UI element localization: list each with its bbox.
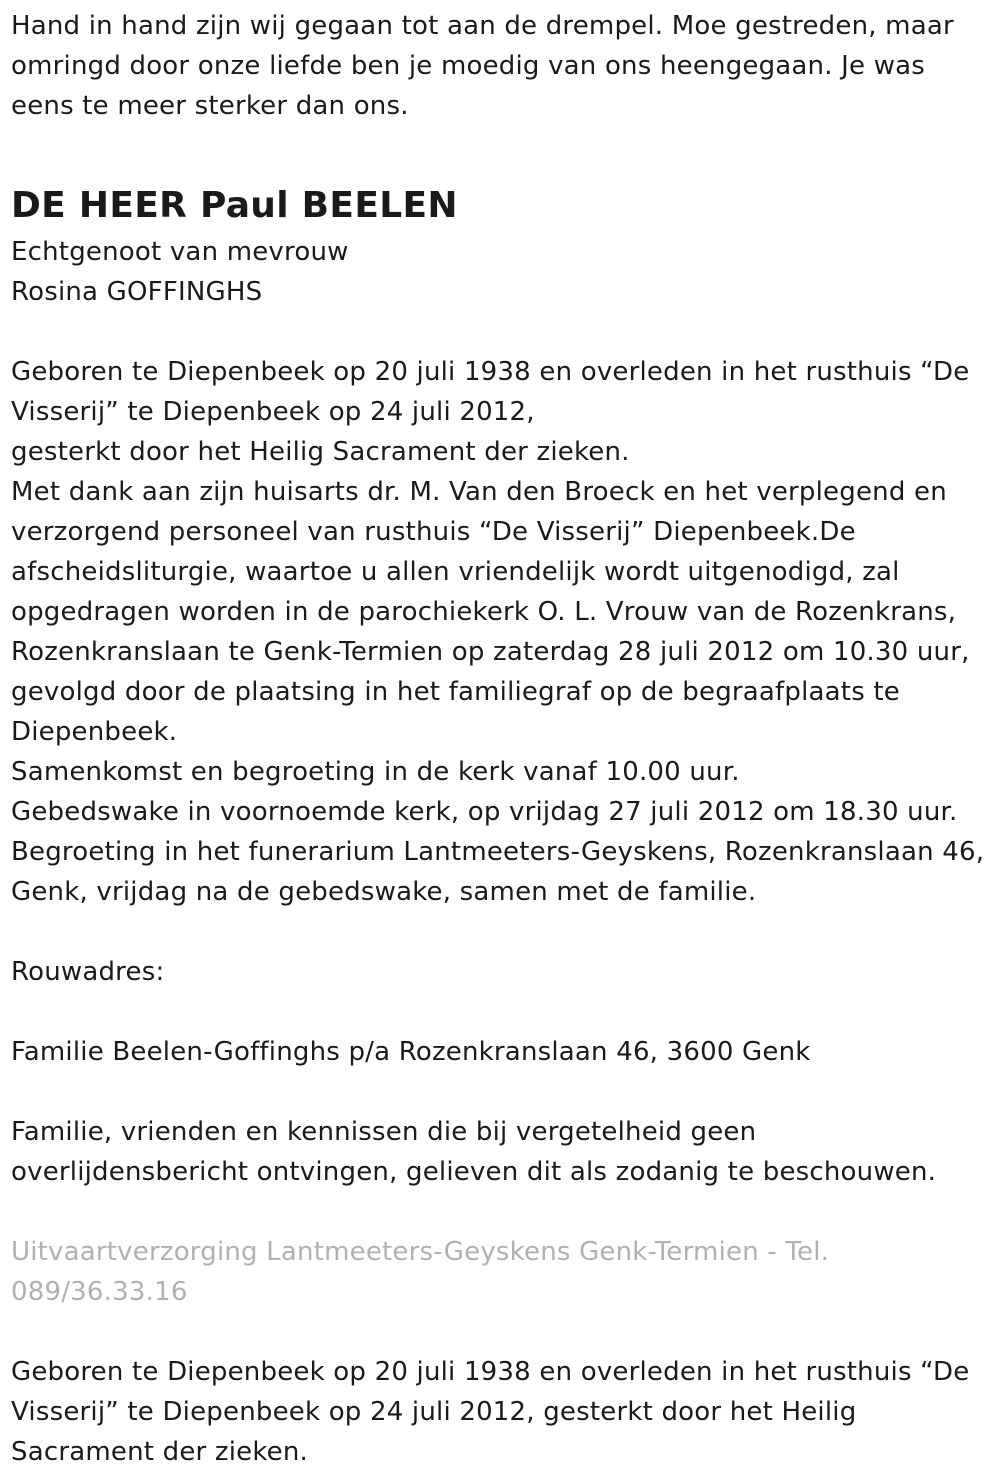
details-line: verzorgend personeel van rusthuis “De Visserij” Diepenbeek.De bbox=[11, 517, 856, 547]
address-text: Familie Beelen-Goffinghs p/a Rozenkranslaan 46, 3600 Genk bbox=[11, 1037, 811, 1067]
spacer bbox=[11, 1192, 990, 1232]
intro-line: eens te meer sterker dan ons. bbox=[11, 91, 409, 121]
funeral-home-line: 089/36.33.16 bbox=[11, 1277, 188, 1307]
spacer bbox=[11, 126, 990, 166]
funeral-home-line: Uitvaartverzorging Lantmeeters-Geyskens Genk-Termien - Tel. bbox=[11, 1237, 830, 1267]
spacer bbox=[11, 992, 990, 1032]
intro-paragraph bbox=[11, 6, 990, 126]
spacer bbox=[11, 1072, 990, 1112]
details-paragraph bbox=[11, 352, 990, 912]
details-line: Gebedswake in voornoemde kerk, op vrijdag 27 juli 2012 om 18.30 uur. bbox=[11, 797, 958, 827]
details-line: Diepenbeek. bbox=[11, 717, 178, 747]
details-line: Genk, vrijdag na de gebedswake, samen met de familie. bbox=[11, 877, 757, 907]
intro-line: omringd door onze liefde ben je moedig van ons heengegaan. Je was bbox=[11, 51, 926, 81]
spouse-line: Echtgenoot van mevrouw bbox=[11, 237, 349, 267]
spouse-paragraph bbox=[11, 232, 990, 312]
notice-paragraph bbox=[11, 1112, 990, 1192]
details-line: gesterkt door het Heilig Sacrament der zieken. bbox=[11, 437, 630, 467]
spacer bbox=[11, 912, 990, 952]
notice-line: Familie, vrienden en kennissen die bij vergetelheid geen bbox=[11, 1117, 757, 1147]
summary-line: Geboren te Diepenbeek op 20 juli 1938 en overleden in het rusthuis “De bbox=[11, 1357, 970, 1387]
summary-paragraph bbox=[11, 1352, 990, 1472]
details-line: Visserij” te Diepenbeek op 24 juli 2012, bbox=[11, 397, 535, 427]
spacer bbox=[11, 312, 990, 352]
notice-line: overlijdensbericht ontvingen, gelieven dit als zodanig te beschouwen. bbox=[11, 1157, 937, 1187]
deceased-name-heading: DE HEER Paul BEELEN bbox=[11, 185, 458, 226]
details-line: opgedragen worden in de parochiekerk O. L. Vrouw van de Rozenkrans, bbox=[11, 597, 957, 627]
intro-line: Hand in hand zijn wij gegaan tot aan de drempel. Moe gestreden, maar bbox=[11, 11, 954, 41]
summary-line: Sacrament der zieken. bbox=[11, 1437, 309, 1467]
details-line: Samenkomst en begroeting in de kerk vanaf 10.00 uur. bbox=[11, 757, 740, 787]
funeral-home-paragraph bbox=[11, 1232, 990, 1312]
details-line: gevolgd door de plaatsing in het familiegraf op de begraafplaats te bbox=[11, 677, 900, 707]
address-label: Rouwadres: bbox=[11, 957, 165, 987]
details-line: Rozenkranslaan te Genk-Termien op zaterdag 28 juli 2012 om 10.30 uur, bbox=[11, 637, 970, 667]
summary-line: Visserij” te Diepenbeek op 24 juli 2012, gesterkt door het Heilig bbox=[11, 1397, 857, 1427]
details-line: Geboren te Diepenbeek op 20 juli 1938 en overleden in het rusthuis “De bbox=[11, 357, 970, 387]
details-line: Begroeting in het funerarium Lantmeeters-Geyskens, Rozenkranslaan 46, bbox=[11, 837, 985, 867]
details-line: afscheidsliturgie, waartoe u allen vriendelijk wordt uitgenodigd, zal bbox=[11, 557, 900, 587]
spacer bbox=[11, 1312, 990, 1352]
details-line: Met dank aan zijn huisarts dr. M. Van den Broeck en het verplegend en bbox=[11, 477, 947, 507]
spouse-line: Rosina GOFFINGHS bbox=[11, 277, 263, 307]
